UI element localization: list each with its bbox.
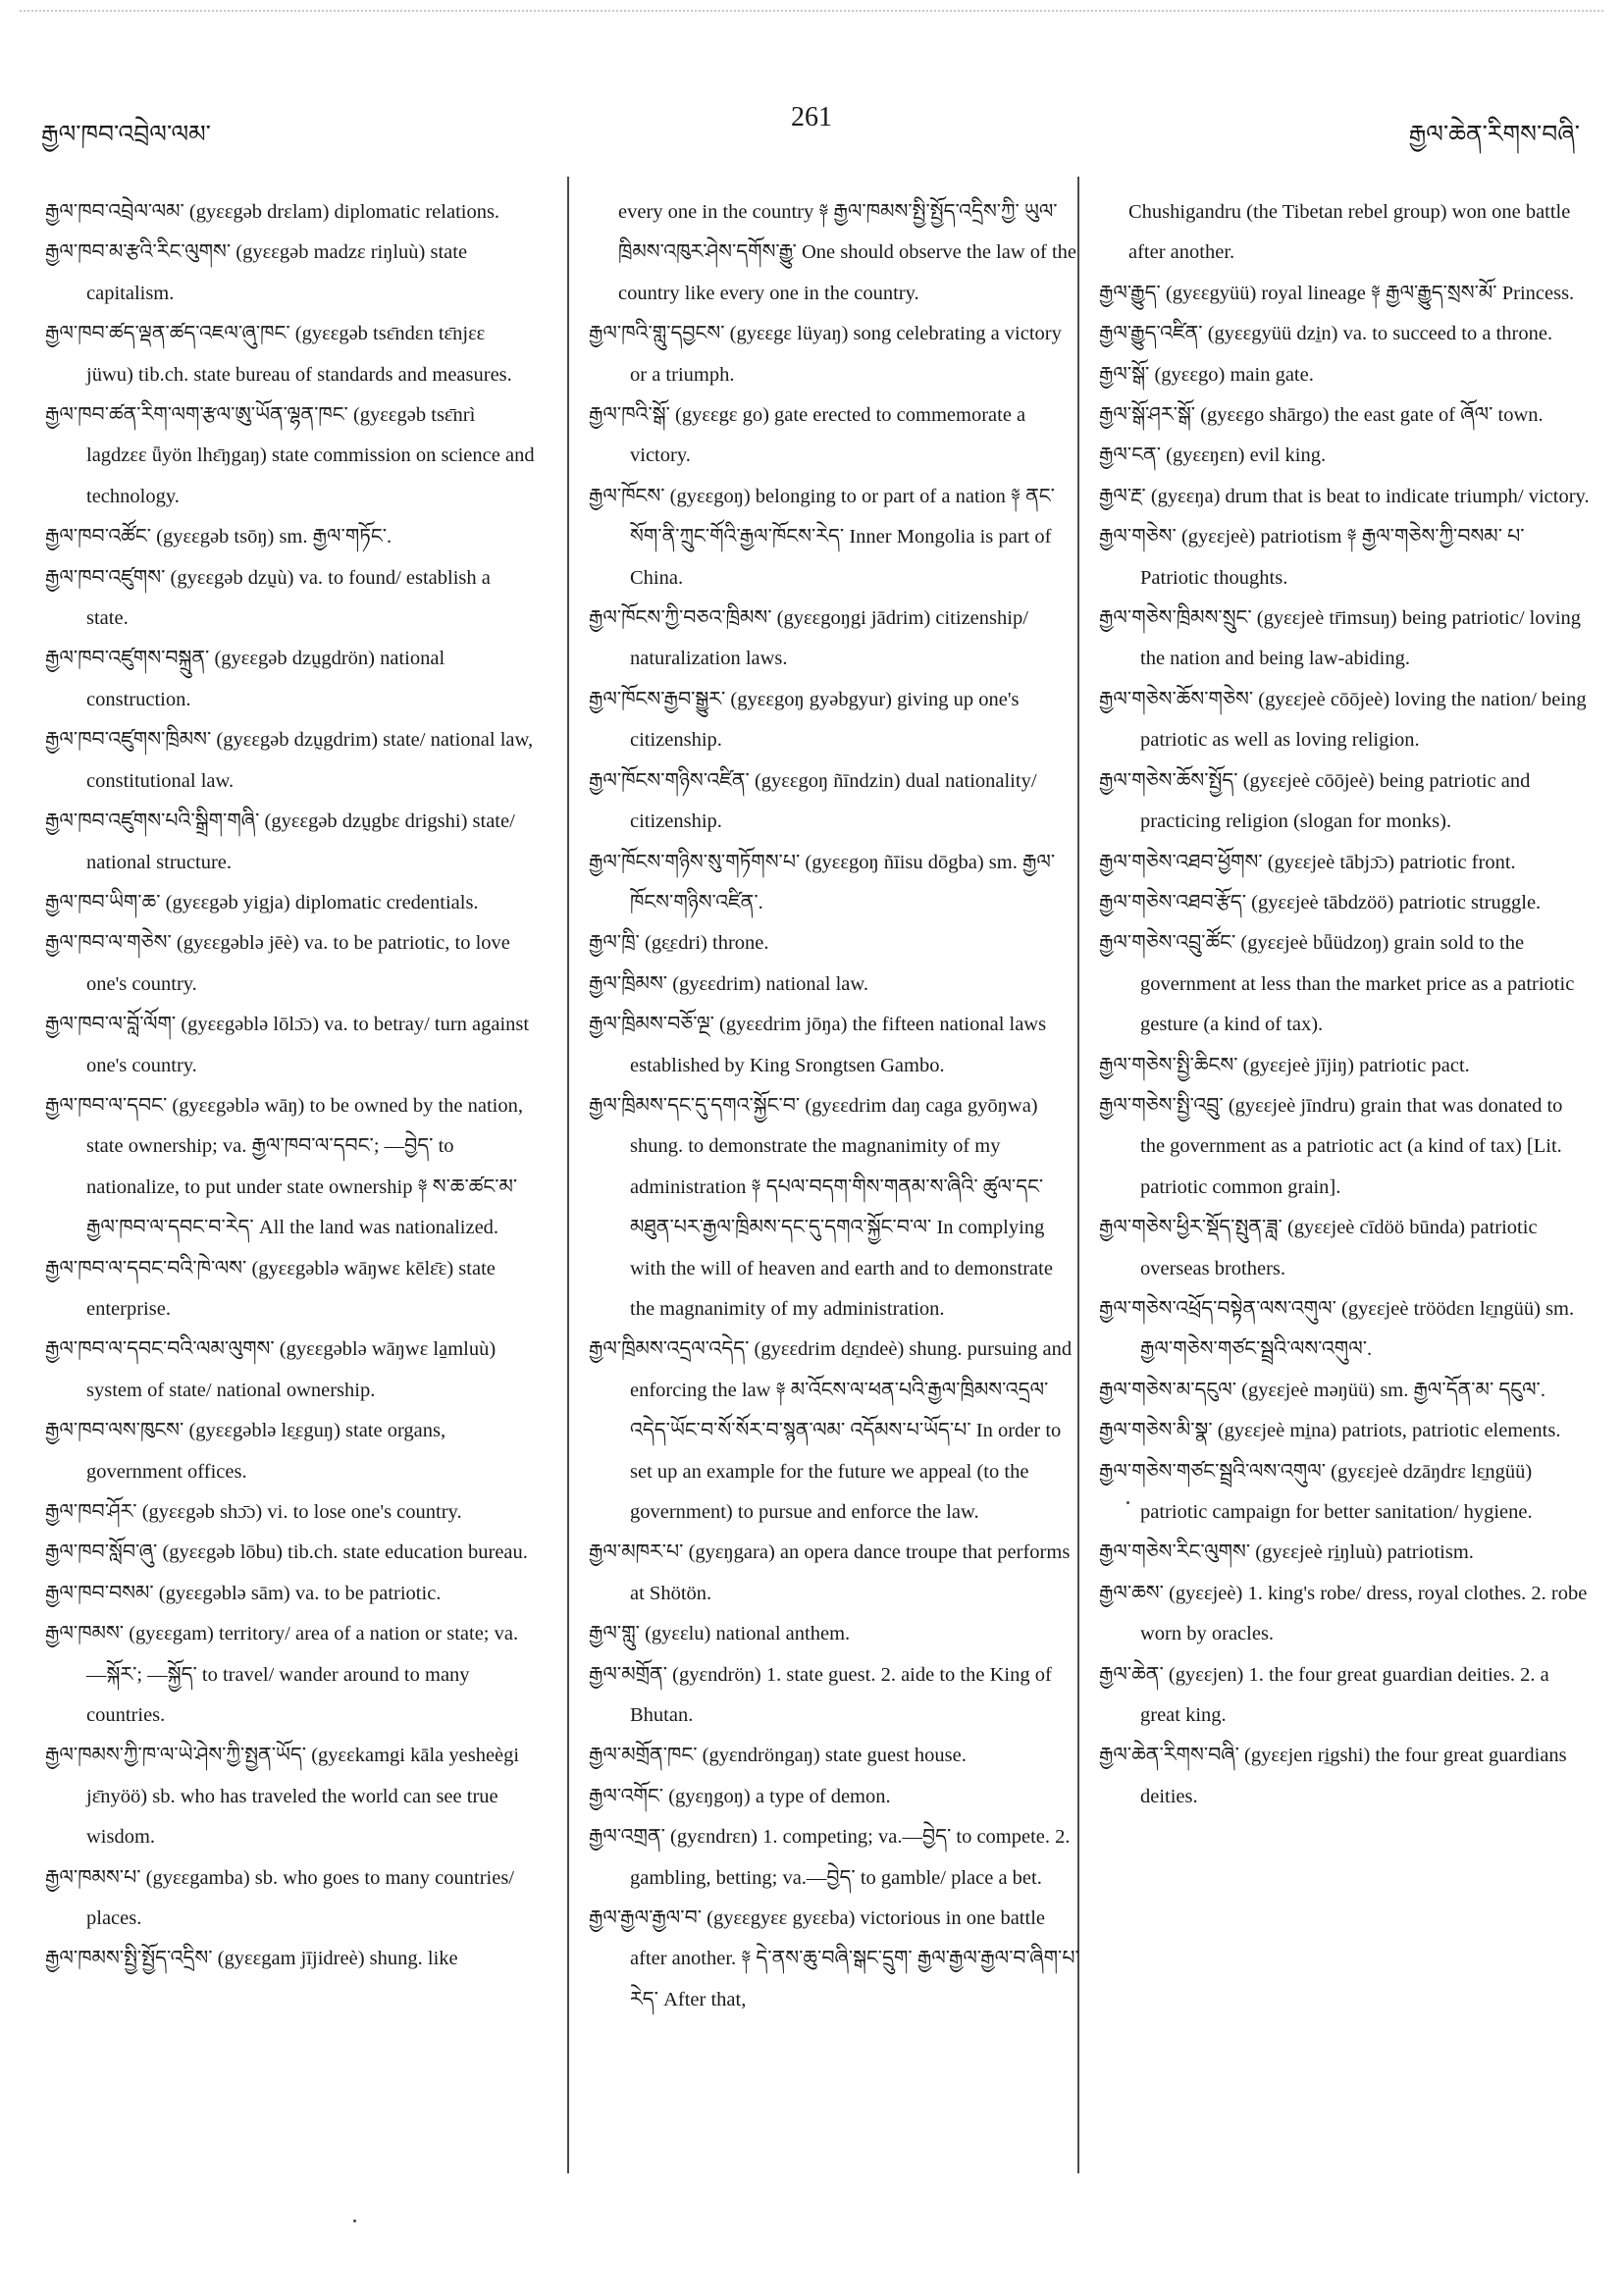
dictionary-entry: རྒྱལ་ཁབ་འབྲེལ་ལམ་ (gyɛɛgəb drɛlam) diplomatic relations. <box>45 201 500 223</box>
dictionary-entry: རྒྱལ་འགོང་ (gyɛŋgoŋ) a type of demon. <box>589 1785 891 1807</box>
dictionary-entry: རྒྱལ་རྔ་ (gyɛɛŋa) drum that is beat to indicate triumph/ victory. <box>1099 485 1590 507</box>
dictionary-entry: རྒྱལ་ཁམས་པ་ (gyɛɛgamba) sb. who goes to many countries/ places. <box>45 1866 514 1930</box>
dictionary-entry: རྒྱལ་ཁྲིམས་བཅོ་ལྔ་ (gyɛɛdrim jōŋa) the fifteen national laws established by King Srongtsen Gambo. <box>589 1014 1047 1076</box>
dictionary-entry: རྒྱལ་ཁམས་ (gyɛɛgam) territory/ area of a nation or state; va.—སྐོར་; —སྐྱོད་ to travel/ wander around to many countries. <box>45 1623 519 1727</box>
scan-speck <box>353 2219 356 2222</box>
running-head-right: རྒྱལ་ཆེན་རིགས་བཞི་ <box>1408 122 1580 148</box>
dictionary-entry: རྒྱལ་གླུ་ (gyɛɛlu) national anthem. <box>589 1623 851 1645</box>
column-rule-1 <box>567 177 569 2173</box>
dictionary-entry: རྒྱལ་ཁོངས་རྒྱབ་སྒྱུར་ (gyɛɛgoŋ gyəbgyur) giving up one's citizenship. <box>589 688 1020 752</box>
dictionary-entry: རྒྱལ་ཁོངས་ཀྱི་བཅའ་ཁྲིམས་ (gyɛɛgoŋgi jādrim) citizenship/ naturalization laws. <box>589 607 1028 670</box>
dictionary-entry: རྒྱལ་ཁབ་འཛུགས་ཁྲིམས་ (gyɛɛgəb dzṵgdrim) state/ national law, constitutional law. <box>45 729 534 792</box>
dictionary-entry: རྒྱལ་གཅེས་གཙང་སྦྲའི་ལས་འགུལ་ (gyɛɛjeè dzāŋdrɛ lɛ̱ngüü) patriotic campaign for better sanitation/ hygiene. <box>1099 1460 1533 1523</box>
dictionary-entry: རྒྱལ་ཁའི་སྒོ་ (gyɛɛgɛ go) gate erected to commemorate a victory. <box>589 404 1026 467</box>
dictionary-entry: རྒྱལ་གཅེས་མ་དངུལ་ (gyɛɛjeè məŋüü) sm. རྒྱལ་དོན་མ་ དངུལ་. <box>1099 1379 1545 1401</box>
dictionary-entry: རྒྱལ་ཁབ་བསམ་ (gyɛɛgəblə sām) va. to be patriotic. <box>45 1582 442 1604</box>
dictionary-entry: རྒྱལ་གཅེས་འཐབ་ཕྱོགས་ (gyɛɛjeè tābjɔ̄ɔ) patriotic front. <box>1099 851 1516 873</box>
dictionary-entry: རྒྱལ་གཅེས་འཕྲོད་བསྟེན་ལས་འགུལ་ (gyɛɛjeè tröödɛn lɛ̱ngüü) sm. རྒྱལ་གཅེས་གཙང་སྦྲའི་ལས་འགུལ་. <box>1099 1297 1575 1361</box>
dictionary-entry: རྒྱལ་ཁབ་ལ་བློ་ལོག་ (gyɛɛgəblə lōlɔ̄ɔ) va. to betray/ turn against one's country. <box>45 1014 530 1076</box>
dictionary-entry: རྒྱལ་རྒྱུད་འཛིན་ (gyɛɛgyüü dzi̱n) va. to succeed to a throne. <box>1099 323 1553 345</box>
dictionary-entry: རྒྱལ་ཁབ་ཚན་རིག་ལག་རྩལ་ཨུ་ཡོན་ལྷན་ཁང་ (gyɛɛgəb tsɛ̄nrì lagdzɛɛ ǖyön lhɛ̄ŋgaŋ) state commission on science and technology. <box>45 404 535 507</box>
dictionary-entry: རྒྱལ་ཁབ་ཤོར་ (gyɛɛgəb shɔ̄ɔ) vi. to lose one's country. <box>45 1501 462 1523</box>
dictionary-entry: རྒྱལ་སྒོ་ཤར་སྒོ་ (gyɛɛgo shārgo) the east gate of ཞོལ་ town. <box>1099 404 1544 427</box>
dictionary-entry: རྒྱལ་ཁབ་ཚད་ལྡན་ཚད་འཇལ་ཞུ་ཁང་ (gyɛɛgəb tsɛ̄ndɛn tɛ̄njɛɛ jüwu) tib.ch. state bureau of standards and measures. <box>45 323 512 386</box>
dictionary-entry: རྒྱལ་གཅེས་སྤྱི་འབྲུ་ (gyɛɛjeè jīndru) grain that was donated to the government as a patriotic act (a kind of tax) [Lit. patriotic common grain]. <box>1099 1094 1563 1198</box>
dictionary-entry: རྒྱལ་གཅེས་རིང་ལུགས་ (gyɛɛjeè ri̱ŋluù) patriotism. <box>1099 1541 1474 1564</box>
dictionary-entry: རྒྱལ་སྒོ་ (gyɛɛgo) main gate. <box>1099 363 1314 386</box>
dictionary-entry: རྒྱལ་རྒྱལ་རྒྱལ་བ་ (gyɛɛgyɛɛ gyɛɛba) victorious in one battle after another. ༈ དེ་ནས་ཆུ་བཞི་སྒང་དྲུག་ རྒྱལ་རྒྱལ་རྒྱལ་བ་ཞིག་པ་རེད་ After that, <box>589 1907 1079 2010</box>
dictionary-entry: རྒྱལ་ཁབ་ལས་ཁུངས་ (gyɛɛgəblə lɛ̱ɛguŋ) state organs, government offices. <box>45 1420 446 1483</box>
dictionary-column-2 <box>589 192 1079 2020</box>
dictionary-entry: རྒྱལ་འགྲན་ (gyɛndrɛn) 1. competing; va.—བྱེད་ to compete. 2. gambling, betting; va.—བྱེད་ to gamble/ place a bet. <box>589 1826 1071 1889</box>
dictionary-entry-continuation: Chushigandru (the Tibetan rebel group) won one battle after another. <box>1128 201 1571 264</box>
dictionary-entry: རྒྱལ་གཅེས་ (gyɛɛjeè) patriotism ༈ རྒྱལ་གཅེས་ཀྱི་བསམ་ པ་ Patriotic thoughts. <box>1099 526 1525 589</box>
dictionary-entry: རྒྱལ་མགྲོན་ཁང་ (gyɛndröngaŋ) state guest house. <box>589 1745 967 1767</box>
dictionary-column-3 <box>1099 192 1590 1817</box>
dictionary-entry: རྒྱལ་གཅེས་ཁྲིམས་སྲུང་ (gyɛɛjeè tr̄imsuŋ) being patriotic/ loving the nation and being law-abiding. <box>1099 607 1582 670</box>
dictionary-column-1 <box>45 192 536 1980</box>
dictionary-entry: རྒྱལ་གཅེས་ཆོས་གཅེས་ (gyɛɛjeè cōōjeè) loving the nation/ being patriotic as well as loving religion. <box>1099 688 1587 752</box>
dictionary-entry: རྒྱལ་ཁབ་འཚོང་ (gyɛɛgəb tsōŋ) sm. རྒྱལ་གཏོང་. <box>45 526 393 548</box>
dictionary-entry: རྒྱལ་གཅེས་སྤྱི་ཆིངས་ (gyɛɛjeè jījiŋ) patriotic pact. <box>1099 1054 1470 1076</box>
scan-top-edge <box>20 10 1603 12</box>
dictionary-entry: རྒྱལ་གཅེས་འབྲུ་ཚོང་ (gyɛɛjeè bǖüdzoŋ) grain sold to the government at less than the market price as a patriotic gesture (a kind of tax). <box>1099 932 1575 1036</box>
dictionary-entry: རྒྱལ་ཆས་ (gyɛɛjeè) 1. king's robe/ dress, royal clothes. 2. robe worn by oracles. <box>1099 1582 1588 1645</box>
dictionary-entry: རྒྱལ་གཅེས་འཐབ་རྩོད་ (gyɛɛjeè tābdzöö) patriotic struggle. <box>1099 891 1542 913</box>
running-head-left: རྒྱལ་ཁབ་འབྲེལ་ལམ་ <box>41 122 211 148</box>
dictionary-entry: རྒྱལ་ཁབ་འཛུགས་བསྐྲུན་ (gyɛɛgəb dzṵgdrön) national construction. <box>45 648 445 710</box>
dictionary-entry: རྒྱལ་གཅེས་མི་སྣ་ (gyɛɛjeè mi̱na) patriots, patriotic elements. <box>1099 1420 1561 1442</box>
dictionary-entry: རྒྱལ་གཅེས་ཕྱིར་སྡོད་སྤུན་ཟླ་ (gyɛɛjeè cīdöö būnda) patriotic overseas brothers. <box>1099 1217 1538 1279</box>
dictionary-entry: རྒྱལ་ཁོངས་ (gyɛɛgoŋ) belonging to or part of a nation ༈ ནང་སོག་ནི་ཀྲུང་གོའི་རྒྱལ་ཁོངས་རེད་ Inner Mongolia is part of China. <box>589 485 1055 589</box>
dictionary-entry: རྒྱལ་ཁབ་ལ་དབང་བའི་ལམ་ལུགས་ (gyɛɛgəblə wāŋwɛ la̱mluù) system of state/ national ownership. <box>45 1338 497 1401</box>
dictionary-entry: རྒྱལ་ཁམས་ཀྱི་ཁ་ལ་ཡེ་ཤེས་ཀྱི་སྤྱན་ཡོད་ (gyɛɛkamgi kāla yesheègi jɛ̄nyöö) sb. who has traveled the world can see true wisdom. <box>45 1745 520 1849</box>
dictionary-entry: རྒྱལ་ངན་ (gyɛɛŋɛn) evil king. <box>1099 444 1327 467</box>
dictionary-entry: རྒྱལ་ཁོངས་གཉིས་སུ་གཏོགས་པ་ (gyɛɛgoŋ ñīisu dōgba) sm. རྒྱལ་ཁོངས་གཉིས་འཛིན་. <box>589 851 1056 913</box>
dictionary-entry: རྒྱལ་རྒྱུད་ (gyɛɛgyüü) royal lineage ༈ རྒྱལ་རྒྱུད་སྲས་མོ་ Princess. <box>1099 282 1575 304</box>
dictionary-entry: རྒྱལ་ཁབ་སློབ་ཞུ་ (gyɛɛgəb lōbu) tib.ch. state education bureau. <box>45 1541 528 1564</box>
dictionary-entry: རྒྱལ་ཁབ་ལ་གཅེས་ (gyɛɛgəblə jēè) va. to be patriotic, to love one's country. <box>45 932 510 995</box>
dictionary-entry: རྒྱལ་ཁབ་འཛུགས་ (gyɛɛgəb dzṵù) va. to found/ establish a state. <box>45 566 491 630</box>
dictionary-entry: རྒྱལ་ཁབ་ཡིག་ཆ་ (gyɛɛgəb yigja) diplomatic credentials. <box>45 891 479 913</box>
dictionary-entry: རྒྱལ་མཁར་པ་ (gyɛŋgara) an opera dance troupe that performs at Shötön. <box>589 1541 1071 1604</box>
page-number: 261 <box>791 102 832 132</box>
dictionary-entry: རྒྱལ་ཁྲི་ (gɛ̱ɛdri) throne. <box>589 932 769 955</box>
dictionary-entry: རྒྱལ་ཆེན་ (gyɛɛjen) 1. the four great guardian deities. 2. a great king. <box>1099 1663 1549 1727</box>
dictionary-entry: རྒྱལ་ཁྲིམས་འདྲལ་འདེད་ (gyɛɛdrim dɛ̱ndeè) shung. pursuing and enforcing the law ༈ མ་འོངས་ལ་ཕན་པའི་རྒྱལ་ཁྲིམས་འདྲལ་འདེད་ཡོང་བ་སོ་སོར་བ་སྙན་ལམ་ འདོམས་པ་ཡོད་པ་ In order to set up an example for the future we appeal (to the government) to pursue and enforce the law. <box>589 1338 1073 1523</box>
scan-speck <box>1126 1501 1129 1504</box>
dictionary-entry: རྒྱལ་གཅེས་ཆོས་སྤྱོད་ (gyɛɛjeè cōōjeè) being patriotic and practicing religion (slogan for monks). <box>1099 769 1531 833</box>
dictionary-entry: རྒྱལ་ཁོངས་གཉིས་འཛིན་ (gyɛɛgoŋ ñīndzin) dual nationality/ citizenship. <box>589 769 1037 833</box>
dictionary-entry: རྒྱལ་ཆེན་རིགས་བཞི་ (gyɛɛjen ri̱gshi) the four great guardians deities. <box>1099 1745 1567 1807</box>
dictionary-entry: རྒྱལ་ཁབ་མ་རྩའི་རིང་ལུགས་ (gyɛɛgəb madzɛ riŋluù) state capitalism. <box>45 241 468 304</box>
dictionary-entry: རྒྱལ་ཁའི་གླུ་དབྱངས་ (gyɛɛgɛ lüyaŋ) song celebrating a victory or a triumph. <box>589 323 1062 386</box>
dictionary-entry: རྒྱལ་ཁབ་ལ་དབང་བའི་ཁེ་ལས་ (gyɛɛgəblə wāŋwɛ kēlɛ̄ɛ) state enterprise. <box>45 1257 496 1320</box>
dictionary-entry: རྒྱལ་ཁྲིམས་ (gyɛɛdrim) national law. <box>589 972 868 995</box>
dictionary-entry-continuation: every one in the country ༈ རྒྱལ་ཁམས་སྤྱི་སྤྱོད་འདྲིས་ཀྱི་ ཡུལ་ཁྲིམས་འཁུར་ཤེས་དགོས་རྒྱུ་ One should observe the law of the country like every one in the country. <box>618 201 1077 304</box>
dictionary-entry: རྒྱལ་མགྲོན་ (gyɛndrön) 1. state guest. 2. aide to the King of Bhutan. <box>589 1663 1052 1727</box>
dictionary-entry: རྒྱལ་ཁྲིམས་དང་དུ་དགའ་སྐྱོང་བ་ (gyɛɛdrim daŋ caga gyōŋwa) shung. to demonstrate the magnanimity of my administration ༈ དཔལ་བདག་གིས་གནམ་ས་ཞིའི་ ཚུལ་དང་མཐུན་པར་རྒྱལ་ཁྲིམས་དང་དུ་དགའ་སྐྱོང་བ་ལ་ In complying with the will of heaven and earth and to demonstrate the magnanimity of my administration. <box>589 1094 1053 1320</box>
dictionary-entry: རྒྱལ་ཁབ་ལ་དབང་ (gyɛɛgəblə wāŋ) to be owned by the nation, state ownership; va. རྒྱལ་ཁབ་ལ་དབང་; —བྱེད་ to nationalize, to put under state ownership ༈ ས་ཆ་ཚང་མ་རྒྱལ་ཁབ་ལ་དབང་བ་རེད་ All the land was nationalized. <box>45 1094 523 1239</box>
dictionary-entry: རྒྱལ་ཁམས་སྤྱི་སྤྱོད་འདྲིས་ (gyɛɛgam jījidreè) shung. like <box>45 1948 458 1970</box>
dictionary-entry: རྒྱལ་ཁབ་འཛུགས་པའི་སྒྲིག་གཞི་ (gyɛɛgəb dzṵgbɛ drigshi) state/ national structure. <box>45 810 515 873</box>
